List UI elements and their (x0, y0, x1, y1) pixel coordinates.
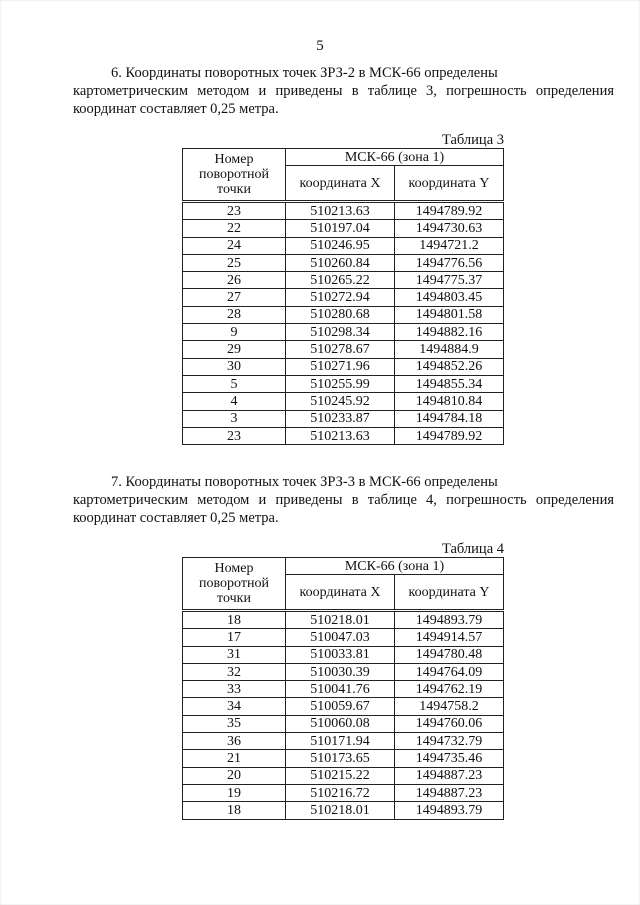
coordinate-x-cell: 510215.22 (286, 767, 395, 784)
table-row (183, 237, 504, 254)
coordinate-x-cell: 510246.95 (286, 237, 395, 254)
table-3-body (183, 202, 504, 445)
point-number-cell: 5 (183, 375, 286, 392)
section-6-paragraph (73, 64, 614, 118)
point-number-cell: 32 (183, 663, 286, 680)
coordinate-x-cell: 510059.67 (286, 698, 395, 715)
coordinate-x-cell: 510216.72 (286, 784, 395, 801)
coordinate-x-cell: 510218.01 (286, 802, 395, 819)
section-6-number: 6. (111, 65, 122, 81)
point-number-cell: 18 (183, 802, 286, 819)
table-row (183, 750, 504, 767)
coordinate-y-cell: 1494887.23 (395, 767, 504, 784)
point-number-cell: 24 (183, 237, 286, 254)
column-header-x: координата X (286, 575, 395, 611)
coordinate-x-cell: 510255.99 (286, 375, 395, 392)
column-header-point-number: Номер поворотной точки (183, 558, 286, 611)
point-number-cell: 33 (183, 681, 286, 698)
column-header-point-number: Номер поворотной точки (183, 149, 286, 202)
coordinate-y-cell: 1494758.2 (395, 698, 504, 715)
point-number-cell: 31 (183, 646, 286, 663)
coordinate-y-cell: 1494730.63 (395, 220, 504, 237)
coordinate-y-cell: 1494914.57 (395, 629, 504, 646)
column-header-coordinate-system: МСК-66 (зона 1) (286, 558, 504, 575)
coordinate-x-cell: 510245.92 (286, 393, 395, 410)
table-row (183, 698, 504, 715)
coordinate-x-cell: 510278.67 (286, 341, 395, 358)
point-number-cell: 25 (183, 254, 286, 271)
table-row (183, 611, 504, 629)
point-number-cell: 20 (183, 767, 286, 784)
table-3 (182, 148, 504, 445)
coordinate-x-cell: 510171.94 (286, 733, 395, 750)
table-row (183, 324, 504, 341)
section-7-line1: Координаты поворотных точек ЗРЗ-3 в МСК-66 определены (125, 474, 498, 490)
coordinate-y-cell: 1494887.23 (395, 784, 504, 801)
point-number-cell: 36 (183, 733, 286, 750)
point-number-cell: 9 (183, 324, 286, 341)
table-4-caption: Таблица 4 (441, 541, 504, 557)
page-number: 5 (316, 38, 324, 54)
point-number-cell: 27 (183, 289, 286, 306)
table-row (183, 220, 504, 237)
coordinate-y-cell: 1494882.16 (395, 324, 504, 341)
coordinate-x-cell: 510060.08 (286, 715, 395, 732)
table-row (183, 646, 504, 663)
section-7-first-line (73, 473, 614, 491)
coordinate-x-cell: 510213.63 (286, 427, 395, 444)
table-row (183, 410, 504, 427)
coordinate-y-cell: 1494735.46 (395, 750, 504, 767)
coordinate-x-cell: 510047.03 (286, 629, 395, 646)
section-6-first-line (73, 64, 614, 82)
coordinate-y-cell: 1494780.48 (395, 646, 504, 663)
point-number-cell: 17 (183, 629, 286, 646)
column-header-x: координата X (286, 166, 395, 202)
table-row (183, 715, 504, 732)
coordinate-x-cell: 510030.39 (286, 663, 395, 680)
coordinate-x-cell: 510197.04 (286, 220, 395, 237)
point-number-cell: 23 (183, 427, 286, 444)
section-7-rest: картометрическим методом и приведены в таблице 4, погрешность определения координат составляет 0,25 метра. (73, 492, 614, 526)
column-header-y: координата Y (395, 575, 504, 611)
point-number-cell: 23 (183, 202, 286, 220)
table-row (183, 629, 504, 646)
coordinate-x-cell: 510033.81 (286, 646, 395, 663)
table-row (183, 202, 504, 220)
coordinate-x-cell: 510233.87 (286, 410, 395, 427)
table-row (183, 681, 504, 698)
point-number-cell: 28 (183, 306, 286, 323)
table-row (183, 358, 504, 375)
point-number-cell: 29 (183, 341, 286, 358)
coordinate-y-cell: 1494776.56 (395, 254, 504, 271)
table-row (183, 254, 504, 271)
point-number-cell: 30 (183, 358, 286, 375)
point-number-cell: 35 (183, 715, 286, 732)
point-number-cell: 3 (183, 410, 286, 427)
table-row (183, 341, 504, 358)
point-number-cell: 26 (183, 272, 286, 289)
table-3-caption: Таблица 3 (441, 132, 504, 148)
coordinate-x-cell: 510271.96 (286, 358, 395, 375)
coordinate-y-cell: 1494893.79 (395, 611, 504, 629)
table-row (183, 375, 504, 392)
coordinate-y-cell: 1494852.26 (395, 358, 504, 375)
coordinate-x-cell: 510265.22 (286, 272, 395, 289)
coordinate-y-cell: 1494721.2 (395, 237, 504, 254)
column-header-y: координата Y (395, 166, 504, 202)
coordinate-y-cell: 1494762.19 (395, 681, 504, 698)
table-row (183, 767, 504, 784)
coordinate-y-cell: 1494775.37 (395, 272, 504, 289)
table-row (183, 784, 504, 801)
point-number-cell: 19 (183, 784, 286, 801)
table-row (183, 393, 504, 410)
table-4-body (183, 611, 504, 820)
coordinate-x-cell: 510272.94 (286, 289, 395, 306)
table-row (183, 272, 504, 289)
coordinate-x-cell: 510213.63 (286, 202, 395, 220)
coordinate-y-cell: 1494810.84 (395, 393, 504, 410)
table-4 (182, 557, 504, 820)
section-7-paragraph (73, 473, 614, 527)
coordinate-x-cell: 510260.84 (286, 254, 395, 271)
coordinate-y-cell: 1494789.92 (395, 427, 504, 444)
coordinate-x-cell: 510298.34 (286, 324, 395, 341)
column-header-coordinate-system: МСК-66 (зона 1) (286, 149, 504, 166)
coordinate-y-cell: 1494884.9 (395, 341, 504, 358)
coordinate-y-cell: 1494764.09 (395, 663, 504, 680)
section-6-rest: картометрическим методом и приведены в таблице 3, погрешность определения координат составляет 0,25 метра. (73, 83, 614, 117)
coordinate-y-cell: 1494803.45 (395, 289, 504, 306)
coordinate-x-cell: 510218.01 (286, 611, 395, 629)
coordinate-y-cell: 1494801.58 (395, 306, 504, 323)
coordinate-y-cell: 1494855.34 (395, 375, 504, 392)
coordinate-y-cell: 1494732.79 (395, 733, 504, 750)
coordinate-y-cell: 1494789.92 (395, 202, 504, 220)
coordinate-x-cell: 510041.76 (286, 681, 395, 698)
point-number-cell: 34 (183, 698, 286, 715)
coordinate-x-cell: 510280.68 (286, 306, 395, 323)
point-number-cell: 18 (183, 611, 286, 629)
point-number-cell: 22 (183, 220, 286, 237)
table-row (183, 306, 504, 323)
section-6-line1: Координаты поворотных точек ЗРЗ-2 в МСК-66 определены (125, 65, 498, 81)
coordinate-y-cell: 1494784.18 (395, 410, 504, 427)
coordinate-y-cell: 1494893.79 (395, 802, 504, 819)
coordinate-y-cell: 1494760.06 (395, 715, 504, 732)
coordinate-x-cell: 510173.65 (286, 750, 395, 767)
section-7-number: 7. (111, 474, 122, 490)
table-row (183, 663, 504, 680)
table-row (183, 427, 504, 444)
point-number-cell: 4 (183, 393, 286, 410)
table-row (183, 802, 504, 819)
point-number-cell: 21 (183, 750, 286, 767)
table-row (183, 289, 504, 306)
table-row (183, 733, 504, 750)
